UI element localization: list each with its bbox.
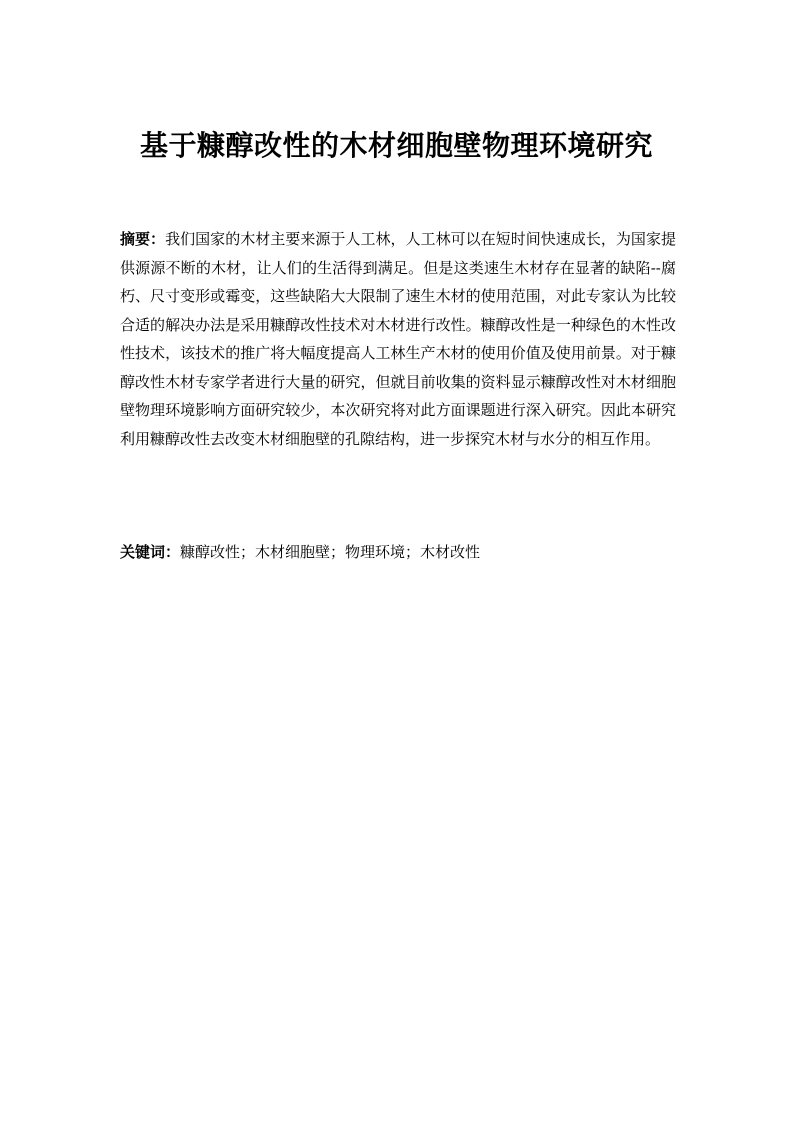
keywords-text: 糠醇改性；木材细胞壁；物理环境；木材改性	[180, 543, 481, 561]
keywords-line	[120, 538, 676, 566]
abstract-label: 摘要：	[120, 230, 166, 248]
keywords-label: 关键词：	[120, 543, 181, 561]
abstract-paragraph	[120, 225, 676, 453]
abstract-text: 我们国家的木材主要来源于人工林，人工林可以在短时间快速成长，为国家提供源源不断的木材，让人们的生活得到满足。但是这类速生木材存在显著的缺陷--腐朽、尺寸变形或霉变，这些缺陷大大限制了速生木材的使用范围，对此专家认为比较合适的解决办法是采用糠醇改性技术对木材进行改性。糠醇改性是一种绿色的木性改性技术，该技术的推广将大幅度提高人工林生产木材的使用价值及使用前景。对于糠醇改性木材专家学者进行大量的研究，但就目前收集的资料显示糠醇改性对木材细胞壁物理环境影响方面研究较少，本次研究将对此方面课题进行深入研究。因此本研究利用糠醇改性去改变木材细胞壁的孔隙结构，进一步探究木材与水分的相互作用。	[120, 230, 676, 448]
page-title: 基于糠醇改性的木材细胞壁物理环境研究	[139, 129, 653, 162]
